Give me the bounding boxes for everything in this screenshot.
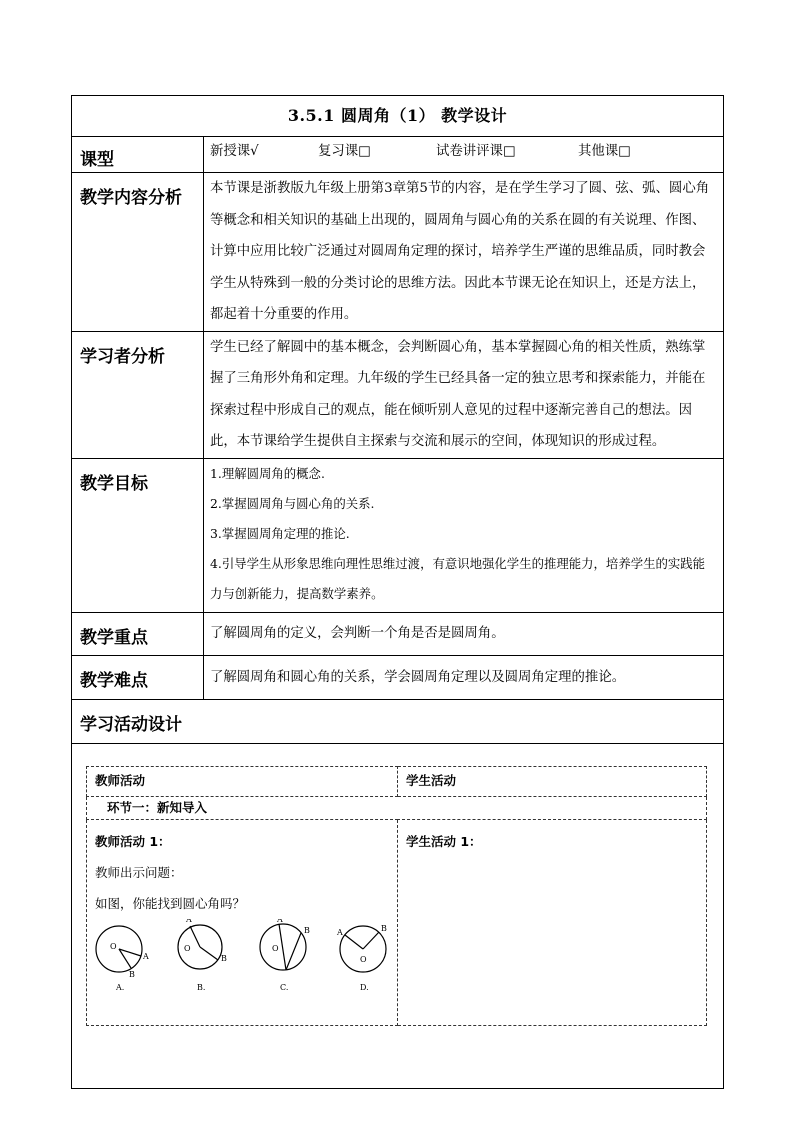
key-points-text: 了解圆周角的定义，会判断一个角是否是圆周角。 bbox=[204, 612, 724, 655]
figure-b-caption: B. bbox=[197, 982, 206, 992]
content-analysis-label: 教学内容分析 bbox=[72, 173, 204, 332]
figure-c-point-a: A bbox=[277, 918, 283, 924]
figure-b-point-b: B bbox=[221, 953, 227, 963]
figure-a-center-label: O bbox=[110, 941, 117, 951]
figure-a-point-b: B bbox=[129, 969, 135, 979]
figure-c bbox=[260, 919, 310, 992]
option-other-lesson: 其他课□ bbox=[578, 144, 631, 159]
course-type-options bbox=[204, 137, 724, 173]
objectives-label: 教学目标 bbox=[72, 458, 204, 612]
course-type-label: 课型 bbox=[72, 137, 204, 173]
objective-item: 2.掌握圆周角与圆心角的关系. bbox=[210, 495, 375, 511]
figure-b-center-label: O bbox=[184, 943, 191, 953]
document-title: 3.5.1 圆周角（1） 教学设计 bbox=[72, 96, 724, 137]
lesson-plan-table bbox=[71, 95, 724, 1089]
key-points-label: 教学重点 bbox=[72, 612, 204, 655]
figure-c-caption: C. bbox=[280, 982, 289, 992]
circle-figures bbox=[95, 919, 397, 999]
circle-figures-svg bbox=[95, 919, 395, 997]
student-activity-header: 学生活动 bbox=[398, 766, 707, 796]
figure-c-point-b: B bbox=[304, 925, 310, 935]
objective-item: 3.掌握圆周角定理的推论. bbox=[210, 525, 350, 541]
difficulties-label: 教学难点 bbox=[72, 655, 204, 699]
content-analysis-text: 本节课是浙教版九年级上册第3章第5节的内容，是在学生学习了圆、弦、弧、圆心角等概念和相关知识的基础上出现的，圆周角与圆心角的关系在圆的有关说理、作图、计算中应用比较广泛通过对圆周角定理的探讨，培养学生严谨的思维品质，同时教会学生从特殊到一般的分类讨论的思维方法。因此本节课无论在知识上，还是方法上，都起着十分重要的作用。 bbox=[204, 173, 724, 332]
student-activity-body bbox=[398, 819, 707, 1025]
figure-d-caption: D. bbox=[360, 982, 369, 992]
teacher-line: 如图，你能找到圆心角吗？ bbox=[95, 895, 246, 911]
figure-d-center-label: O bbox=[360, 954, 367, 964]
lesson-plan-page bbox=[71, 95, 723, 1089]
figure-d-point-b: B bbox=[381, 923, 387, 933]
student-activity-title: 学生活动 1： bbox=[406, 833, 482, 849]
teacher-activity-title: 教师活动 1： bbox=[95, 833, 171, 849]
figure-a-caption: A. bbox=[116, 982, 125, 992]
figure-d bbox=[336, 924, 387, 992]
learner-analysis-text: 学生已经了解圆中的基本概念，会判断圆心角，基本掌握圆心角的相关性质，熟练掌握了三角形外角和定理。九年级的学生已经具备一定的独立思考和探索能力，并能在探索过程中形成自己的观点，能在倾听别人意见的过程中逐渐完善自己的想法。因此，本节课给学生提供自主探索与交流和展示的空间，体现知识的形成过程。 bbox=[204, 331, 724, 458]
figure-c-center-label: O bbox=[272, 943, 279, 953]
figure-b-point-a: A bbox=[186, 918, 192, 924]
teacher-line: 教师出示问题： bbox=[95, 864, 183, 880]
activity-design-label: 学习活动设计 bbox=[72, 699, 724, 743]
activity-table bbox=[86, 766, 707, 1026]
difficulties-text: 了解圆周角和圆心角的关系，学会圆周角定理以及圆周角定理的推论。 bbox=[204, 655, 724, 699]
option-new-lesson: 新授课√ bbox=[210, 144, 259, 159]
objective-item: 1.理解圆周角的概念. bbox=[210, 465, 325, 481]
objective-item: 4.引导学生从形象思维向理性思维过渡，有意识地强化学生的推理能力，培养学生的实践能力与创新能力，提高数学素养。 bbox=[210, 556, 706, 602]
option-test-review-lesson: 试卷讲评课□ bbox=[436, 144, 516, 159]
figure-b bbox=[178, 919, 227, 992]
activity-design-area bbox=[72, 743, 724, 1088]
learner-analysis-label: 学习者分析 bbox=[72, 331, 204, 458]
teacher-activity-header: 教师活动 bbox=[87, 766, 398, 796]
teacher-activity-body bbox=[87, 819, 398, 1025]
objectives-list bbox=[204, 458, 724, 612]
section-title: 环节一：新知导入 bbox=[87, 796, 707, 819]
option-review-lesson: 复习课□ bbox=[318, 144, 371, 159]
figure-d-point-a: A bbox=[337, 927, 343, 937]
figure-a bbox=[96, 926, 149, 992]
figure-a-point-a: A bbox=[143, 951, 149, 961]
